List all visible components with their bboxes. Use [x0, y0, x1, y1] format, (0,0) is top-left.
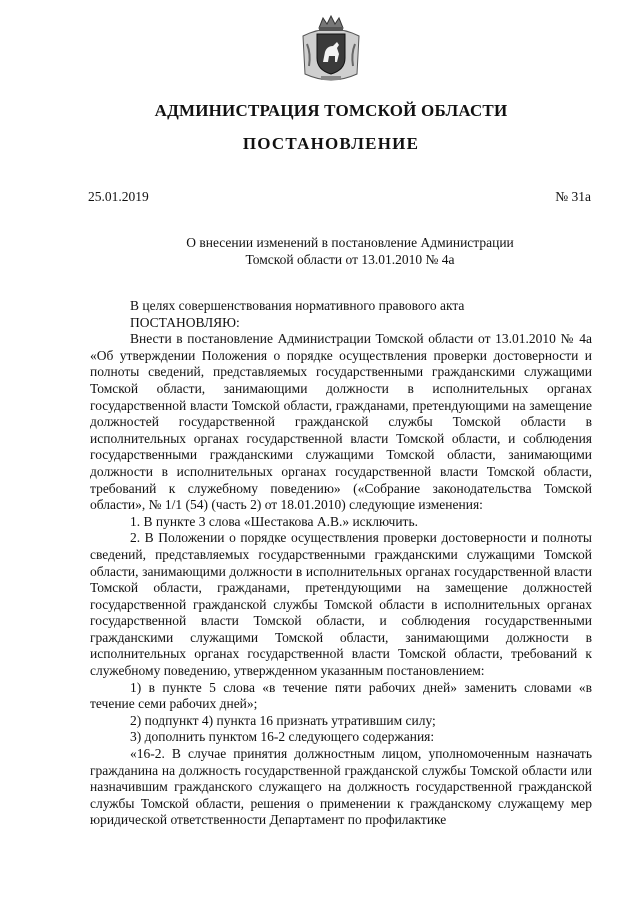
body-paragraph: 2) подпункт 4) пункта 16 признать утратившим силу;	[130, 712, 436, 728]
body-paragraph: 3) дополнить пунктом 16-2 следующего содержания:	[130, 729, 435, 745]
subject-line-2: Томской области от 13.01.2010 № 4а	[245, 252, 455, 267]
preamble-paragraph: В целях совершенствования нормативного правового акта	[130, 298, 465, 313]
subject-line-1: О внесении изменений в постановление Администрации	[186, 235, 514, 250]
body-paragraph: Внести в постановление Администрации Томской области от 13.01.2010 № 4а «Об утверждении Положения о порядке осуществления проверки достоверности и полноты сведений, представляемых государственными гражданскими служащими Томской области, занимающими должности в исполнительных органах государственной власти Томской области, гражданами, претендующими на замещение должностей государственной гражданской службы Томской области в исполнительных органах государственной власти Томской области, и соблюдения государственными гражданскими служащими Томской области, занимающими должности в исполнительных органах государственной власти Томской области, требований к служебному поведению» («Собрание законодательства Томской области», № 1/1 (54) (часть 2) от 18.01.2010) следующие изменения:	[90, 331, 592, 513]
document-body	[90, 298, 592, 829]
document-subject	[60, 234, 640, 268]
body-paragraph: 2. В Положении о порядке осуществления проверки достоверности и полноты сведений, представляемых государственными гражданскими служащими Томской области, занимающими должности в исполнительных органах государственной власти Томской области, гражданами, претендующими на замещение должностей государственной гражданской службы Томской области в исполнительных органах государственной власти Томской области, и соблюдения государственными гражданскими служащими Томской области, занимающими должности в исполнительных органах государственной власти Томской области, требований к служебному поведению, утвержденном указанным постановлением:	[90, 530, 592, 679]
body-paragraph: «16-2. В случае принятия должностным лицом, уполномоченным назначать гражданина на должность государственной гражданской службы Томской области или назначившим гражданского служащего на должность государственной гражданской службы Томской области, решения о применении к гражданскому служащему мер юридической ответственности Департамент по профилактике	[90, 746, 592, 828]
document-date: 25.01.2019	[88, 189, 149, 204]
resolution-word: ПОСТАНОВЛЯЮ:	[130, 314, 240, 330]
body-paragraph: 1. В пункте 3 слова «Шестакова А.В.» исключить.	[130, 513, 418, 529]
document-type: ПОСТАНОВЛЕНИЕ	[242, 134, 420, 153]
coat-of-arms-icon	[299, 14, 363, 84]
body-paragraph: 1) в пункте 5 слова «в течение пяти рабочих дней» заменить словами «в течение семи рабочих дней»;	[90, 679, 592, 712]
document-number: № 31а	[555, 189, 591, 204]
organization-title: АДМИНИСТРАЦИЯ ТОМСКОЙ ОБЛАСТИ	[154, 101, 508, 120]
